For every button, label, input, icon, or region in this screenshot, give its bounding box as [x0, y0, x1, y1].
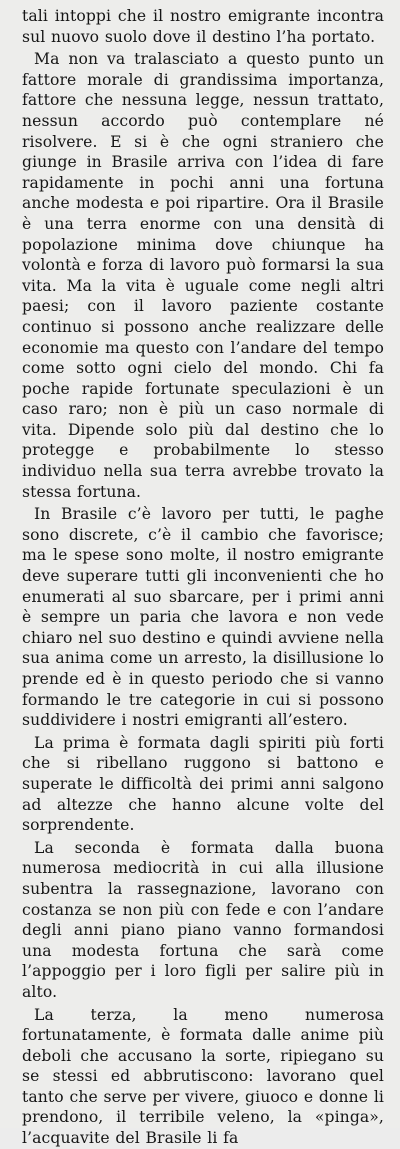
- article-column: [22, 6, 384, 1149]
- paragraph-4: La prima è formata dagli spiriti più forti che si ribellano ruggono si battono e superate le difficoltà dei primi anni salgono ad altezze che hanno alcune volte del sorprendente.: [22, 733, 384, 835]
- paragraph-6: La terza, la meno numerosa fortunatamente, è formata dalle anime più deboli che accusano la sorte, ripiegano su se stessi ed abbrutiscono: lavorano quel tanto che serve per vivere, giuoco e donne li prendono, il terribile veleno, la «pinga», l’acquavite del Brasile li fa: [22, 1005, 384, 1148]
- paragraph-3: In Brasile c’è lavoro per tutti, le paghe sono discrete, c’è il cambio che favorisce; ma le spese sono molte, il nostro emigrante deve superare tutti gli inconvenienti che ho enumerati al suo sbarcare, per i primi anni è sempre un paria che lavora e non vede chiaro nel suo destino e quindi avviene nella sua anima come un arresto, la disillusione lo prende ed è in questo periodo che si vanno formando le tre categorie in cui si possono suddividere i nostri emigranti all’estero.: [22, 505, 384, 730]
- paragraph-2: Ma non va tralasciato a questo punto un fattore morale di grandissima importanza, fattore che nessuna legge, nessun trattato, nessun accordo può contemplare né risolvere. E si è che ogni straniero che giunge in Brasile arriva con l’idea di fare rapidamente in pochi anni una fortuna anche modesta e poi ripartire. Ora il Brasile è una terra enorme con una densità di popolazione minima dove chiunque ha volontà e forza di lavoro può formarsi la sua vita. Ma la vita è uguale come negli altri paesi; con il lavoro paziente costante continuo si possono anche realizzare delle economie ma questo con l’andare del tempo come sotto ogni cielo del mondo. Chi fa poche rapide fortunate speculazioni è un caso raro; non è più un caso normale di vita. Dipende solo più dal destino che lo protegge e probabilmente lo stesso individuo nella sua terra avrebbe trovato la stessa fortuna.: [22, 50, 384, 501]
- paragraph-5: La seconda è formata dalla buona numerosa mediocrità in cui alla illusione subentra la rassegnazione, lavorano con costanza se non più con fede e con l’andare degli anni piano piano vanno formandosi una modesta fortuna che sarà come l’appoggio per i loro figli per salire più in alto.: [22, 838, 384, 1001]
- paragraph-1: tali intoppi che il nostro emigrante incontra sul nuovo suolo dove il destino l’ha portato.: [22, 7, 384, 46]
